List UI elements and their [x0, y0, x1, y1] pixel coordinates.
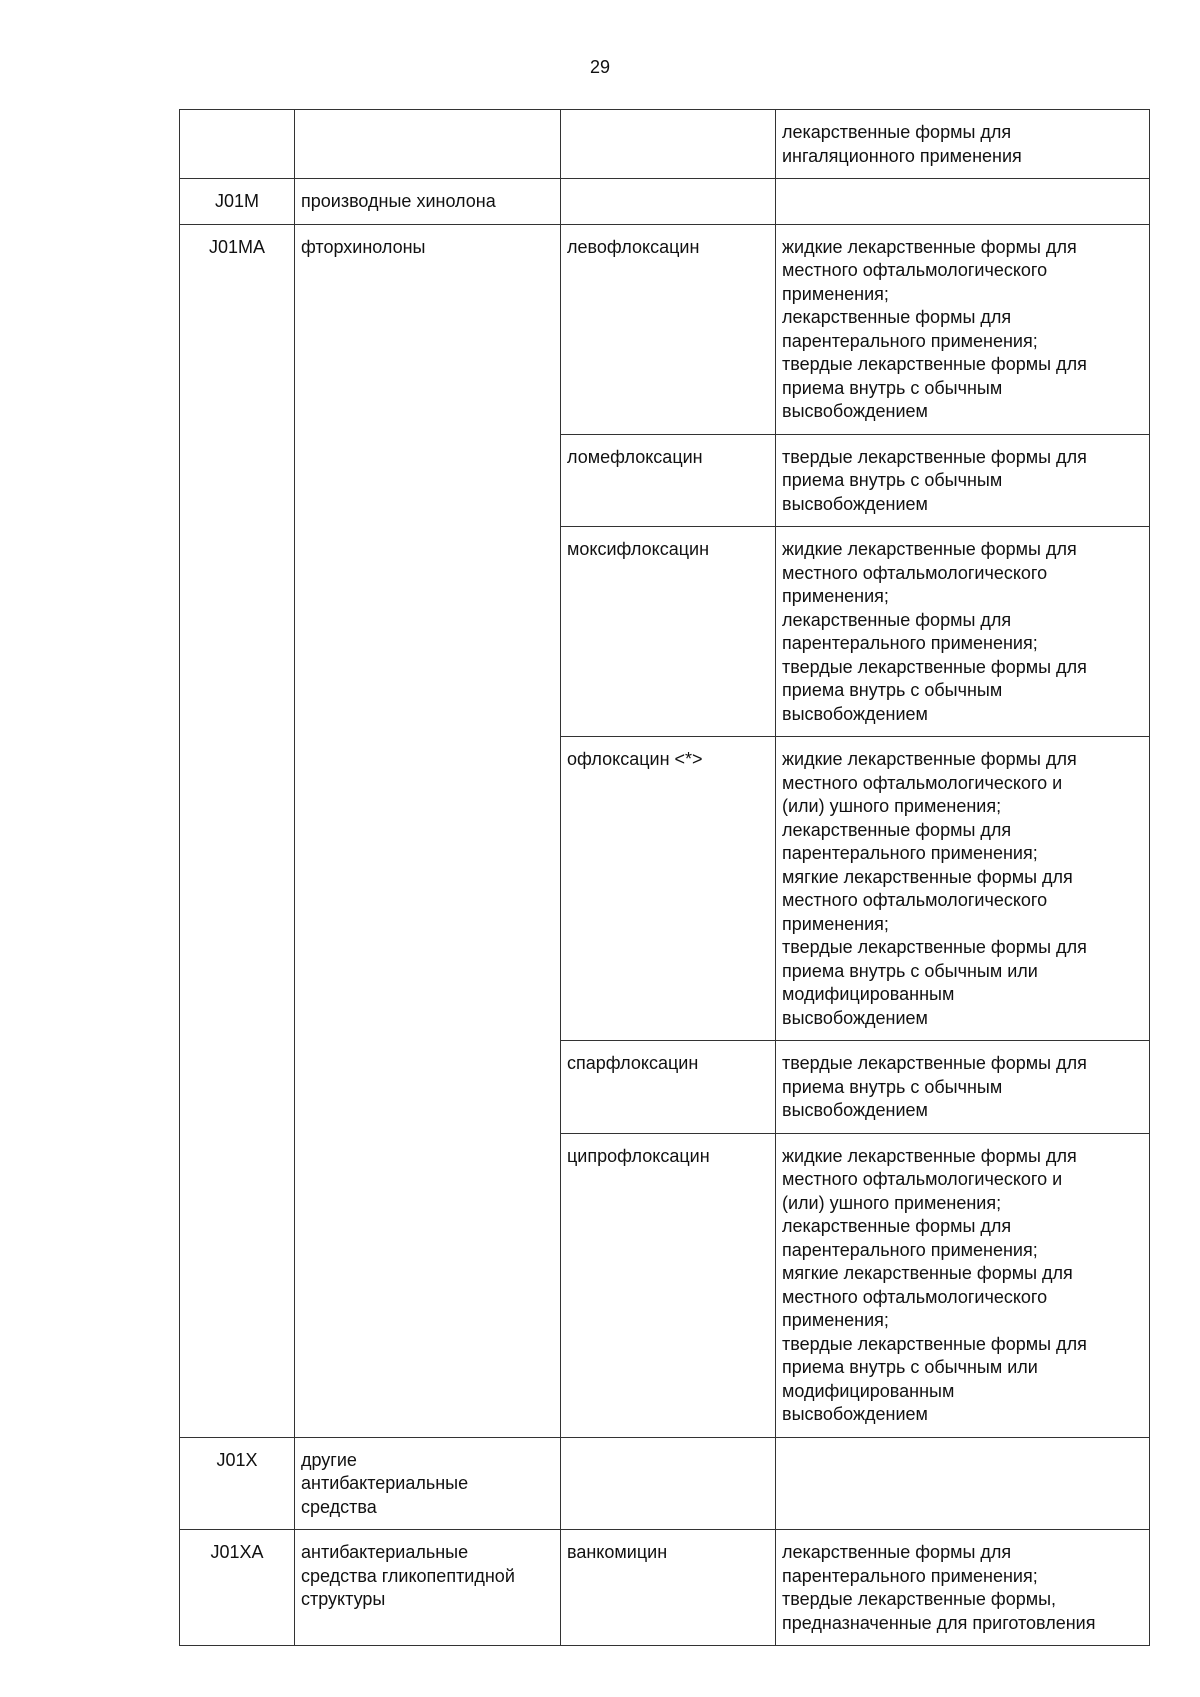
group-cell: другие антибактериальные средства: [295, 1437, 561, 1530]
dosage-forms-cell: жидкие лекарственные формы для местного офтальмологического применения; лекарственные формы для парентерального применения; твердые лекарственные формы для приема внутрь с обычным высвобождением: [776, 527, 1150, 737]
dosage-forms-cell: лекарственные формы для парентерального применения; твердые лекарственные формы, предназначенные для приготовления: [776, 1530, 1150, 1646]
dosage-forms-cell: [776, 1437, 1150, 1530]
atc-code-cell: J01MA: [180, 224, 295, 1437]
group-cell: [295, 110, 561, 179]
drug-list-table: [179, 109, 1150, 1646]
table-row: [180, 1530, 1150, 1646]
table-row: [180, 179, 1150, 225]
dosage-forms-cell: лекарственные формы для ингаляционного применения: [776, 110, 1150, 179]
drug-cell: ломефлоксацин: [561, 434, 776, 527]
drug-cell: [561, 1437, 776, 1530]
drug-cell: офлоксацин <*>: [561, 737, 776, 1041]
drug-cell: [561, 110, 776, 179]
group-cell: производные хинолона: [295, 179, 561, 225]
table-row: [180, 110, 1150, 179]
dosage-forms-cell: твердые лекарственные формы для приема внутрь с обычным высвобождением: [776, 434, 1150, 527]
drug-cell: спарфлоксацин: [561, 1041, 776, 1134]
group-cell: антибактериальные средства гликопептидной структуры: [295, 1530, 561, 1646]
drug-cell: левофлоксацин: [561, 224, 776, 434]
drug-cell: ципрофлоксацин: [561, 1133, 776, 1437]
dosage-forms-cell: жидкие лекарственные формы для местного офтальмологического применения; лекарственные формы для парентерального применения; твердые лекарственные формы для приема внутрь с обычным высвобождением: [776, 224, 1150, 434]
dosage-forms-cell: [776, 179, 1150, 225]
dosage-forms-cell: жидкие лекарственные формы для местного офтальмологического и (или) ушного применения; лекарственные формы для парентерального применения; мягкие лекарственные формы для местного офтальмологического применения; твердые лекарственные формы для приема внутрь с обычным или модифицированным высвобождением: [776, 737, 1150, 1041]
atc-code-cell: J01X: [180, 1437, 295, 1530]
drug-cell: моксифлоксацин: [561, 527, 776, 737]
page-number: 29: [589, 57, 611, 77]
atc-code-cell: [180, 110, 295, 179]
atc-code-cell: J01XA: [180, 1530, 295, 1646]
table-row: [180, 1437, 1150, 1530]
drug-cell: [561, 179, 776, 225]
group-cell: фторхинолоны: [295, 224, 561, 1437]
table-row: [180, 224, 1150, 434]
drug-cell: ванкомицин: [561, 1530, 776, 1646]
atc-code-cell: J01M: [180, 179, 295, 225]
dosage-forms-cell: твердые лекарственные формы для приема внутрь с обычным высвобождением: [776, 1041, 1150, 1134]
dosage-forms-cell: жидкие лекарственные формы для местного офтальмологического и (или) ушного применения; лекарственные формы для парентерального применения; мягкие лекарственные формы для местного офтальмологического применения; твердые лекарственные формы для приема внутрь с обычным или модифицированным высвобождением: [776, 1133, 1150, 1437]
